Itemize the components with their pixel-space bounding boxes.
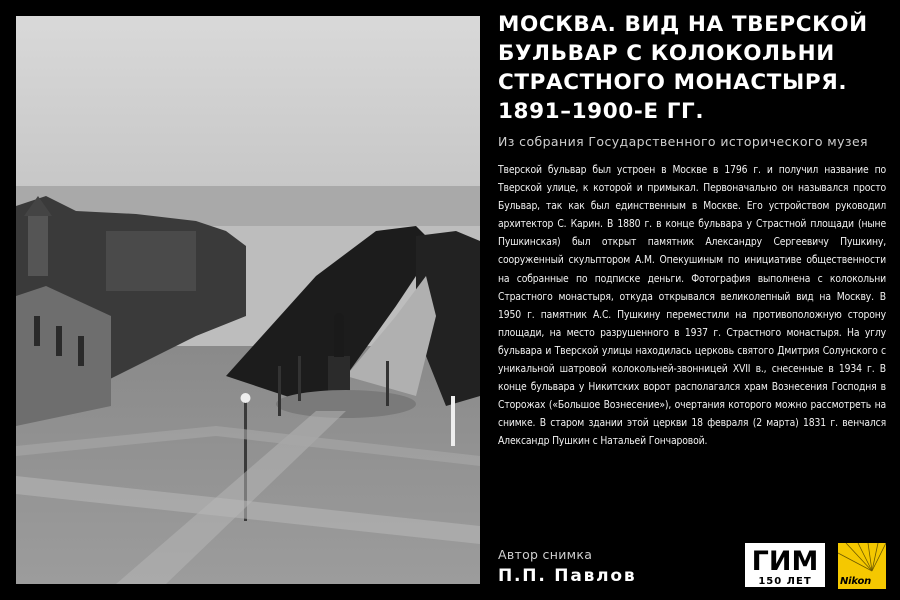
author-name: П.П. Павлов xyxy=(498,566,637,586)
historic-photo xyxy=(16,16,480,584)
source-caption: Из собрания Государственного исторического музея xyxy=(498,134,868,149)
page-title: МОСКВА. ВИД НА ТВЕРСКОЙ БУЛЬВАР С КОЛОКОЛЬНИ СТРАСТНОГО МОНАСТЫРЯ. 1891–1900-Е ГГ. xyxy=(498,12,868,124)
gim-logo-subtext: 150 ЛЕТ xyxy=(758,576,812,587)
gim-logo xyxy=(745,543,825,587)
nikon-logo xyxy=(838,543,886,589)
boulevard-photo-illustration xyxy=(16,16,480,584)
gim-logo-text: ГИМ xyxy=(751,546,819,577)
author-label: Автор снимка xyxy=(498,547,593,562)
text-panel xyxy=(498,10,886,451)
gim-logo-graphic xyxy=(745,543,825,587)
nikon-logo-text: Nikon xyxy=(840,576,872,587)
description-text: Тверской бульвар был устроен в Москве в 1796 г. и получил название по Тверской улице, к которой и примыкал. Первоначально он назывался просто Бульвар, так как был единственным в Москве. Его устройством руководил архитектор С. Карин. В 1880 г. в конце бульвара у Страстной площади (ныне Пушкинская) был открыт памятник Александру Сергеевичу Пушкину, сооруженный скульптором А.М. Опекушиным по инициативе общественности на собранные по подписке деньги. Фотография выполнена с колокольни Страстного монастыря, откуда открывался великолепный вид на Москву. В 1950 г. памятник А.С. Пушкину переместили на противоположную сторону площади, на место разрушенного в 1937 г. Страстного монастыря. На углу бульвара и Тверской улицы находилась церковь святого Дмитрия Солунского с уникальной шатровой колокольней-звонницей XVII в., снесенные в 1934 г. В конце бульвара у Никитских ворот располагался храм Вознесения Господня в Сторожах («Большое Вознесение»), очертания которого можно рассмотреть на снимке. В старом здании этой церкви 18 февраля (2 марта) 1831 г. венчался Александр Пушкин с Натальей Гончаровой. xyxy=(498,164,886,448)
